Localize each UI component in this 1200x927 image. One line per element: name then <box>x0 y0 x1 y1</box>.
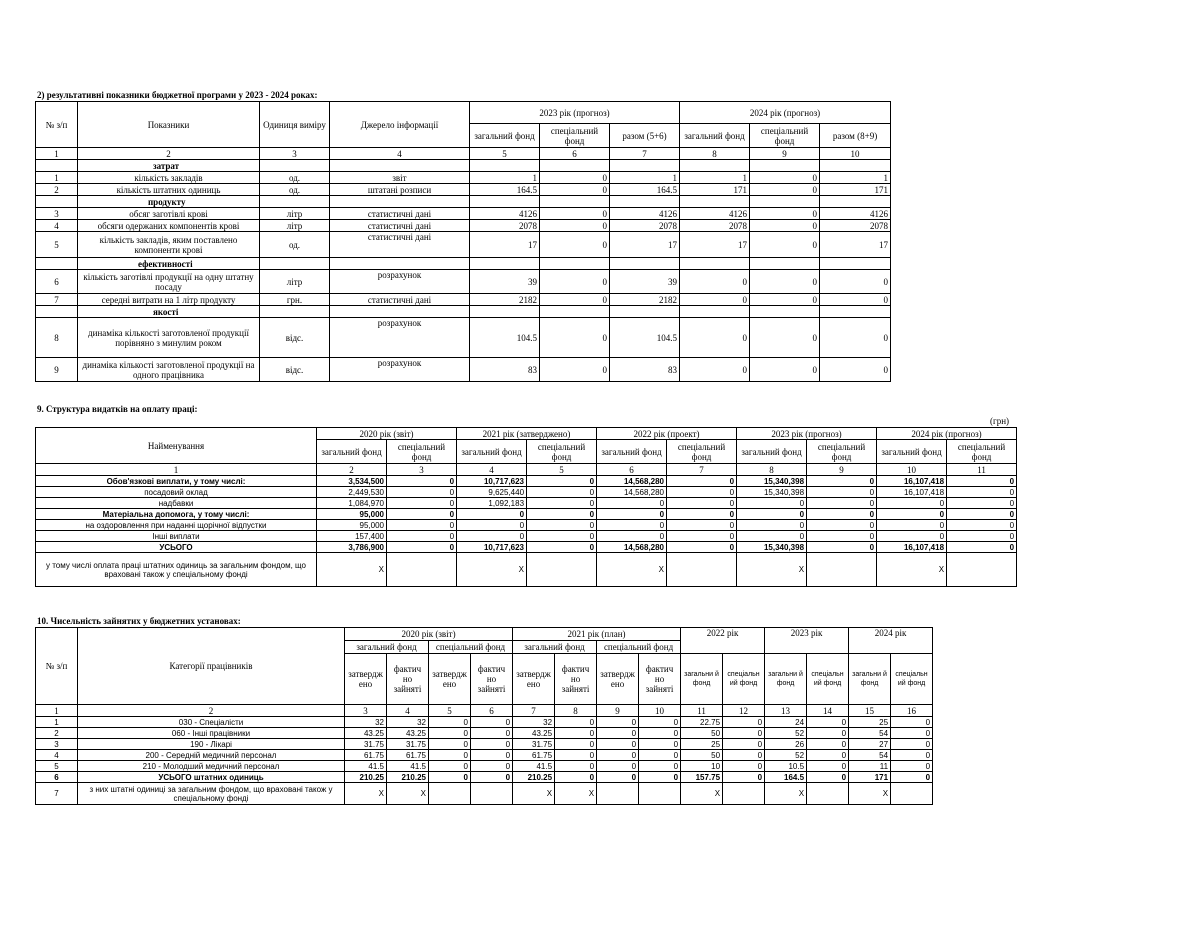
table-row: 3 190 - Лікарі 31.75 31.75 0 0 31.75 0 0 0 25 0 26 0 27 0 <box>36 739 933 750</box>
col-header: разом (8+9) <box>820 124 891 148</box>
col-header: спеціальн ий фонд <box>807 654 849 705</box>
col-number: 11 <box>681 705 723 717</box>
col-number: 6 <box>540 148 610 160</box>
col-number: 4 <box>387 705 429 717</box>
col-header: спеціальний фонд <box>807 440 877 464</box>
col-number: 7 <box>610 148 680 160</box>
col-header: № з/п <box>36 102 78 148</box>
table-row-total: 6 УСЬОГО штатних одиниць 210.25 210.25 0 0 210.25 0 0 0 157.75 0 164.5 0 171 0 <box>36 772 933 783</box>
table-row: 2 060 - Інші працівники 43.25 43.25 0 0 43.25 0 0 0 50 0 52 0 54 0 <box>36 728 933 739</box>
col-number: 14 <box>807 705 849 717</box>
col-header: затвердж ено <box>597 654 639 705</box>
col-number: 5 <box>470 148 540 160</box>
table-row: 5 кількість закладів, яким поставлено компоненти крові од. статистичні дані 17 0 17 17 0 17 <box>36 232 891 258</box>
col-header: загальний фонд <box>317 440 387 464</box>
group-label: продукту <box>78 196 260 208</box>
col-number: 3 <box>260 148 330 160</box>
col-number: 2 <box>78 705 345 717</box>
col-header: затвердж ено <box>345 654 387 705</box>
col-header: загальний фонд <box>737 440 807 464</box>
col-number: 10 <box>877 464 947 476</box>
table-row: 2 кількість штатних одиниць од. штатані розписи 164.5 0 164.5 171 0 171 <box>36 184 891 196</box>
table-row: 4 обсяги одержаних компонентів крові літр статистичні дані 2078 0 2078 2078 0 2078 <box>36 220 891 232</box>
col-header: разом (5+6) <box>610 124 680 148</box>
col-header: загальни й фонд <box>765 654 807 705</box>
col-header: № з/п <box>36 628 78 705</box>
table-row: посадовий оклад 2,449,530 0 9,625,440 0 14,568,280 0 15,340,398 0 16,107,418 0 <box>36 487 1017 498</box>
group-label: ефективності <box>78 258 260 270</box>
col-number: 4 <box>330 148 470 160</box>
fund-header: спеціальний фонд <box>597 641 681 654</box>
col-header: загальний фонд <box>597 440 667 464</box>
table-row: 3 обсяг заготівлі крові літр статистичні дані 4126 0 4126 4126 0 4126 <box>36 208 891 220</box>
year-header: 2023 рік <box>765 628 849 654</box>
payroll-structure-title: 9. Структура видатків на оплату праці: <box>37 404 198 414</box>
col-header: загальний фонд <box>680 124 750 148</box>
year-header: 2024 рік (прогноз) <box>680 102 891 124</box>
col-number: 2 <box>78 148 260 160</box>
table-row: Інші виплати 157,400 0 0 0 0 0 0 0 0 0 <box>36 531 1017 542</box>
col-header: спеціальний фонд <box>527 440 597 464</box>
col-header: Найменування <box>36 428 317 464</box>
col-number: 8 <box>555 705 597 717</box>
col-header: загальни й фонд <box>681 654 723 705</box>
col-header: спеціальн ий фонд <box>723 654 765 705</box>
col-header: загальний фонд <box>470 124 540 148</box>
table-row: Матеріальна допомога, у тому числі: 95,000 0 0 0 0 0 0 0 0 0 <box>36 509 1017 520</box>
col-number: 5 <box>429 705 471 717</box>
table-row: 7 з них штатні одиниці за загальним фондом, що враховані також у спеціальному фонді X X X X X X X <box>36 783 933 805</box>
table-row-total: УСЬОГО 3,786,900 0 10,717,623 0 14,568,280 0 15,340,398 0 16,107,418 0 <box>36 542 1017 553</box>
year-header: 2022 рік (проект) <box>597 428 737 440</box>
table-row: 4 200 - Середній медичний персонал 61.75 61.75 0 0 61.75 0 0 0 50 0 52 0 54 0 <box>36 750 933 761</box>
col-header: спеціальний фонд <box>540 124 610 148</box>
table-row: Обов'язкові виплати, у тому числі: 3,534,500 0 10,717,623 0 14,568,280 0 15,340,398 0 16,107,418 0 <box>36 476 1017 487</box>
col-header: затвердж ено <box>513 654 555 705</box>
col-number: 1 <box>36 464 317 476</box>
results-indicators-title: 2) результативні показники бюджетної програми у 2023 - 2024 роках: <box>37 90 318 100</box>
year-header: 2021 рік (затверджено) <box>457 428 597 440</box>
col-header: спеціальний фонд <box>947 440 1017 464</box>
col-number: 15 <box>849 705 891 717</box>
table-row: 6 кількість заготівлі продукції на одну штатну посаду літр розрахунок 39 0 39 0 0 0 <box>36 270 891 294</box>
table-row: 1 030 - Спеціалісти 32 32 0 0 32 0 0 0 22.75 0 24 0 25 0 <box>36 717 933 728</box>
table-row: 9 динаміка кількості заготовленої продукції на одного працівника відс. розрахунок 83 0 83 0 0 0 <box>36 358 891 382</box>
year-header: 2023 рік (прогноз) <box>470 102 680 124</box>
payroll-structure-table <box>35 427 1017 587</box>
col-header: затвердж ено <box>429 654 471 705</box>
col-number: 13 <box>765 705 807 717</box>
col-number: 1 <box>36 148 78 160</box>
col-number: 12 <box>723 705 765 717</box>
col-header: фактич но зайняті <box>639 654 681 705</box>
col-number: 6 <box>597 464 667 476</box>
col-number: 3 <box>345 705 387 717</box>
col-header: спеціальний фонд <box>667 440 737 464</box>
year-header: 2021 рік (план) <box>513 628 681 641</box>
col-header: фактич но зайняті <box>471 654 513 705</box>
table-row: 7 середні витрати на 1 літр продукту грн. статистичні дані 2182 0 2182 0 0 0 <box>36 294 891 306</box>
col-header: Одиниця виміру <box>260 102 330 148</box>
col-header: загальни й фонд <box>849 654 891 705</box>
col-number: 7 <box>667 464 737 476</box>
col-number: 4 <box>457 464 527 476</box>
unit-label: (грн) <box>990 416 1010 426</box>
col-header: фактич но зайняті <box>555 654 597 705</box>
results-indicators-table <box>35 101 891 382</box>
year-header: 2022 рік <box>681 628 765 654</box>
group-label: якості <box>78 306 260 318</box>
col-number: 3 <box>387 464 457 476</box>
year-header: 2024 рік <box>849 628 933 654</box>
col-number: 9 <box>807 464 877 476</box>
col-number: 1 <box>36 705 78 717</box>
col-number: 10 <box>639 705 681 717</box>
col-number: 2 <box>317 464 387 476</box>
col-header: фактич но зайняті <box>387 654 429 705</box>
col-number: 9 <box>597 705 639 717</box>
table-row: на оздоровлення при наданні щорічної відпустки 95,000 0 0 0 0 0 0 0 0 0 <box>36 520 1017 531</box>
col-header: Категорії працівників <box>78 628 345 705</box>
staff-numbers-title: 10. Чисельність зайнятих у бюджетних установах: <box>37 616 241 626</box>
col-header: спеціальний фонд <box>387 440 457 464</box>
year-header: 2023 рік (прогноз) <box>737 428 877 440</box>
table-row: у тому числі оплата праці штатних одиниць за загальним фондом, що враховані також у спеціальному фонді X X X X X <box>36 553 1017 587</box>
col-number: 8 <box>737 464 807 476</box>
col-number: 8 <box>680 148 750 160</box>
col-number: 6 <box>471 705 513 717</box>
year-header: 2020 рік (звіт) <box>317 428 457 440</box>
col-header: Джерело інформації <box>330 102 470 148</box>
col-number: 9 <box>750 148 820 160</box>
col-header: спеціальний фонд <box>750 124 820 148</box>
col-number: 10 <box>820 148 891 160</box>
table-row: 1 кількість закладів од. звіт 1 0 1 1 0 1 <box>36 172 891 184</box>
year-header: 2024 рік (прогноз) <box>877 428 1017 440</box>
col-number: 5 <box>527 464 597 476</box>
col-header: загальний фонд <box>877 440 947 464</box>
col-header: Показники <box>78 102 260 148</box>
staff-numbers-table <box>35 627 933 805</box>
year-header: 2020 рік (звіт) <box>345 628 513 641</box>
col-number: 16 <box>891 705 933 717</box>
col-header: загальний фонд <box>457 440 527 464</box>
fund-header: спеціальний фонд <box>429 641 513 654</box>
group-label: затрат <box>78 160 260 172</box>
fund-header: загальний фонд <box>513 641 597 654</box>
table-row: 5 210 - Молодший медичний персонал 41.5 41.5 0 0 41.5 0 0 0 10 0 10.5 0 11 0 <box>36 761 933 772</box>
col-number: 7 <box>513 705 555 717</box>
fund-header: загальний фонд <box>345 641 429 654</box>
table-row: надбавки 1,084,970 0 1,092,183 0 0 0 0 0 0 0 <box>36 498 1017 509</box>
table-row: 8 динаміка кількості заготовленої продукції порівняно з минулим роком відс. розрахунок 104.5 0 104.5 0 0 0 <box>36 318 891 358</box>
col-number: 11 <box>947 464 1017 476</box>
col-header: спеціальн ий фонд <box>891 654 933 705</box>
